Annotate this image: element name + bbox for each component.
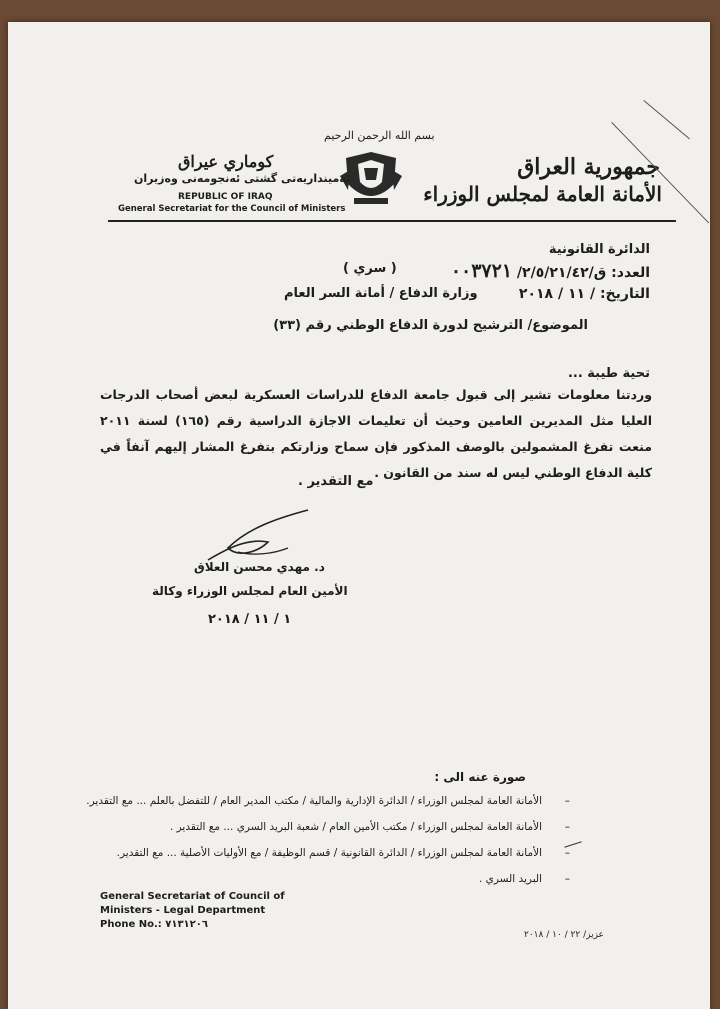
copy-text: الأمانة العامة لمجلس الوزراء / مكتب الأمين العام / شعبة البريد السري ... مع التقدير . [169, 821, 542, 833]
copy-text: الأمانة العامة لمجلس الوزراء / الدائرة القانونية / قسم الوظيفة / مع الأوليات الأصلية ... مع التقدير. [116, 847, 542, 859]
footer-org-line-2: Ministers - Legal Department [100, 905, 266, 916]
date-label: التاريخ: [599, 286, 650, 302]
department: الدائرة القانونية [548, 242, 650, 257]
basmala: بسم الله الرحمن الرحيم [324, 129, 435, 142]
recipient: وزارة الدفاع / أمانة السر العام [284, 286, 478, 301]
republic-english: REPUBLIC OF IRAQ [178, 192, 273, 202]
copy-text: الأمانة العامة لمجلس الوزراء / الدائرة الإدارية والمالية / مكتب المدير العام / للتفضل بالعلم ... مع التقدير. [86, 795, 542, 807]
republic-arabic: جمهورية العراق [517, 154, 660, 180]
reference-line [451, 260, 650, 282]
signature-date: ١ / ١١ / ٢٠١٨ [208, 612, 292, 627]
document-page [8, 22, 710, 1009]
copies-title: صورة عنه الى : [434, 770, 526, 784]
list-item: –البريد السري . [478, 873, 570, 885]
reference-number: ٠٠٣٧٢١ [450, 260, 513, 282]
footer-phone: Phone No.: ٧١٣١٢٠٦ [100, 919, 208, 930]
subject: الموضوع/ الترشيح لدورة الدفاع الوطني رقم (٣٣) [273, 318, 588, 333]
list-item: –الأمانة العامة لمجلس الوزراء / مكتب الأمين العام / شعبة البريد السري ... مع التقدير . [169, 821, 570, 833]
signer-name: د. مهدي محسن العلاق [194, 560, 325, 574]
signer-title: الأمين العام لمجلس الوزراء وكالة [152, 584, 348, 598]
closing: مع التقدير . [298, 474, 374, 489]
typist-reference: عزيز/ ٢٢ / ١٠ / ٢٠١٨ [524, 930, 604, 940]
reference-value: ق/٢/٥/٢١/٤٢/ [516, 265, 607, 281]
list-item: –الأمانة العامة لمجلس الوزراء / الدائرة القانونية / قسم الوظيفة / مع الأوليات الأصلية ... مع التقدير. [116, 847, 570, 859]
general-secretariat-english: General Secretariat for the Council of Ministers [118, 204, 346, 214]
general-secretariat-arabic: الأمانة العامة لمجلس الوزراء [423, 182, 662, 206]
footer-block [100, 890, 285, 932]
date-line [519, 286, 650, 302]
republic-kurdish: كوماري عيراق [178, 152, 274, 171]
greeting: تحية طيبة ... [567, 366, 650, 381]
pen-stroke [643, 100, 690, 139]
footer-org-line-1: General Secretariat of Council of [100, 891, 285, 902]
date-value: / ١١ / ٢٠١٨ [518, 286, 596, 302]
copies-list [0, 790, 570, 894]
reference-label: العدد: [611, 265, 650, 281]
general-secretariat-kurdish: ئه‌مينداريه‌تى گشتى ئه‌نجومه‌نى وه‌زيران [134, 172, 351, 185]
copy-text: البريد السري . [478, 873, 542, 885]
classification-label: ( سري ) [343, 261, 397, 276]
header-divider [108, 220, 676, 222]
list-item: –الأمانة العامة لمجلس الوزراء / الدائرة الإدارية والمالية / مكتب المدير العام / للتفضل بالعلم ... مع التقدير. [86, 795, 570, 807]
body-paragraph: وردتنا معلومات تشير إلى قبول جامعة الدفاع للدراسات العسكرية لبعض أصحاب الدرجات العليا مثل المديرين العامين وحيث أن تعليمات الاجازة الدراسية رقم (١٦٥) لسنة ٢٠١١ منعت تفرغ المشمولين بالوصف المذكور فإن سماح وزارتكم بتفرغ المشار إليهم آنفاً في كلية الدفاع الوطني ليس له سند من القانون . [100, 387, 653, 480]
